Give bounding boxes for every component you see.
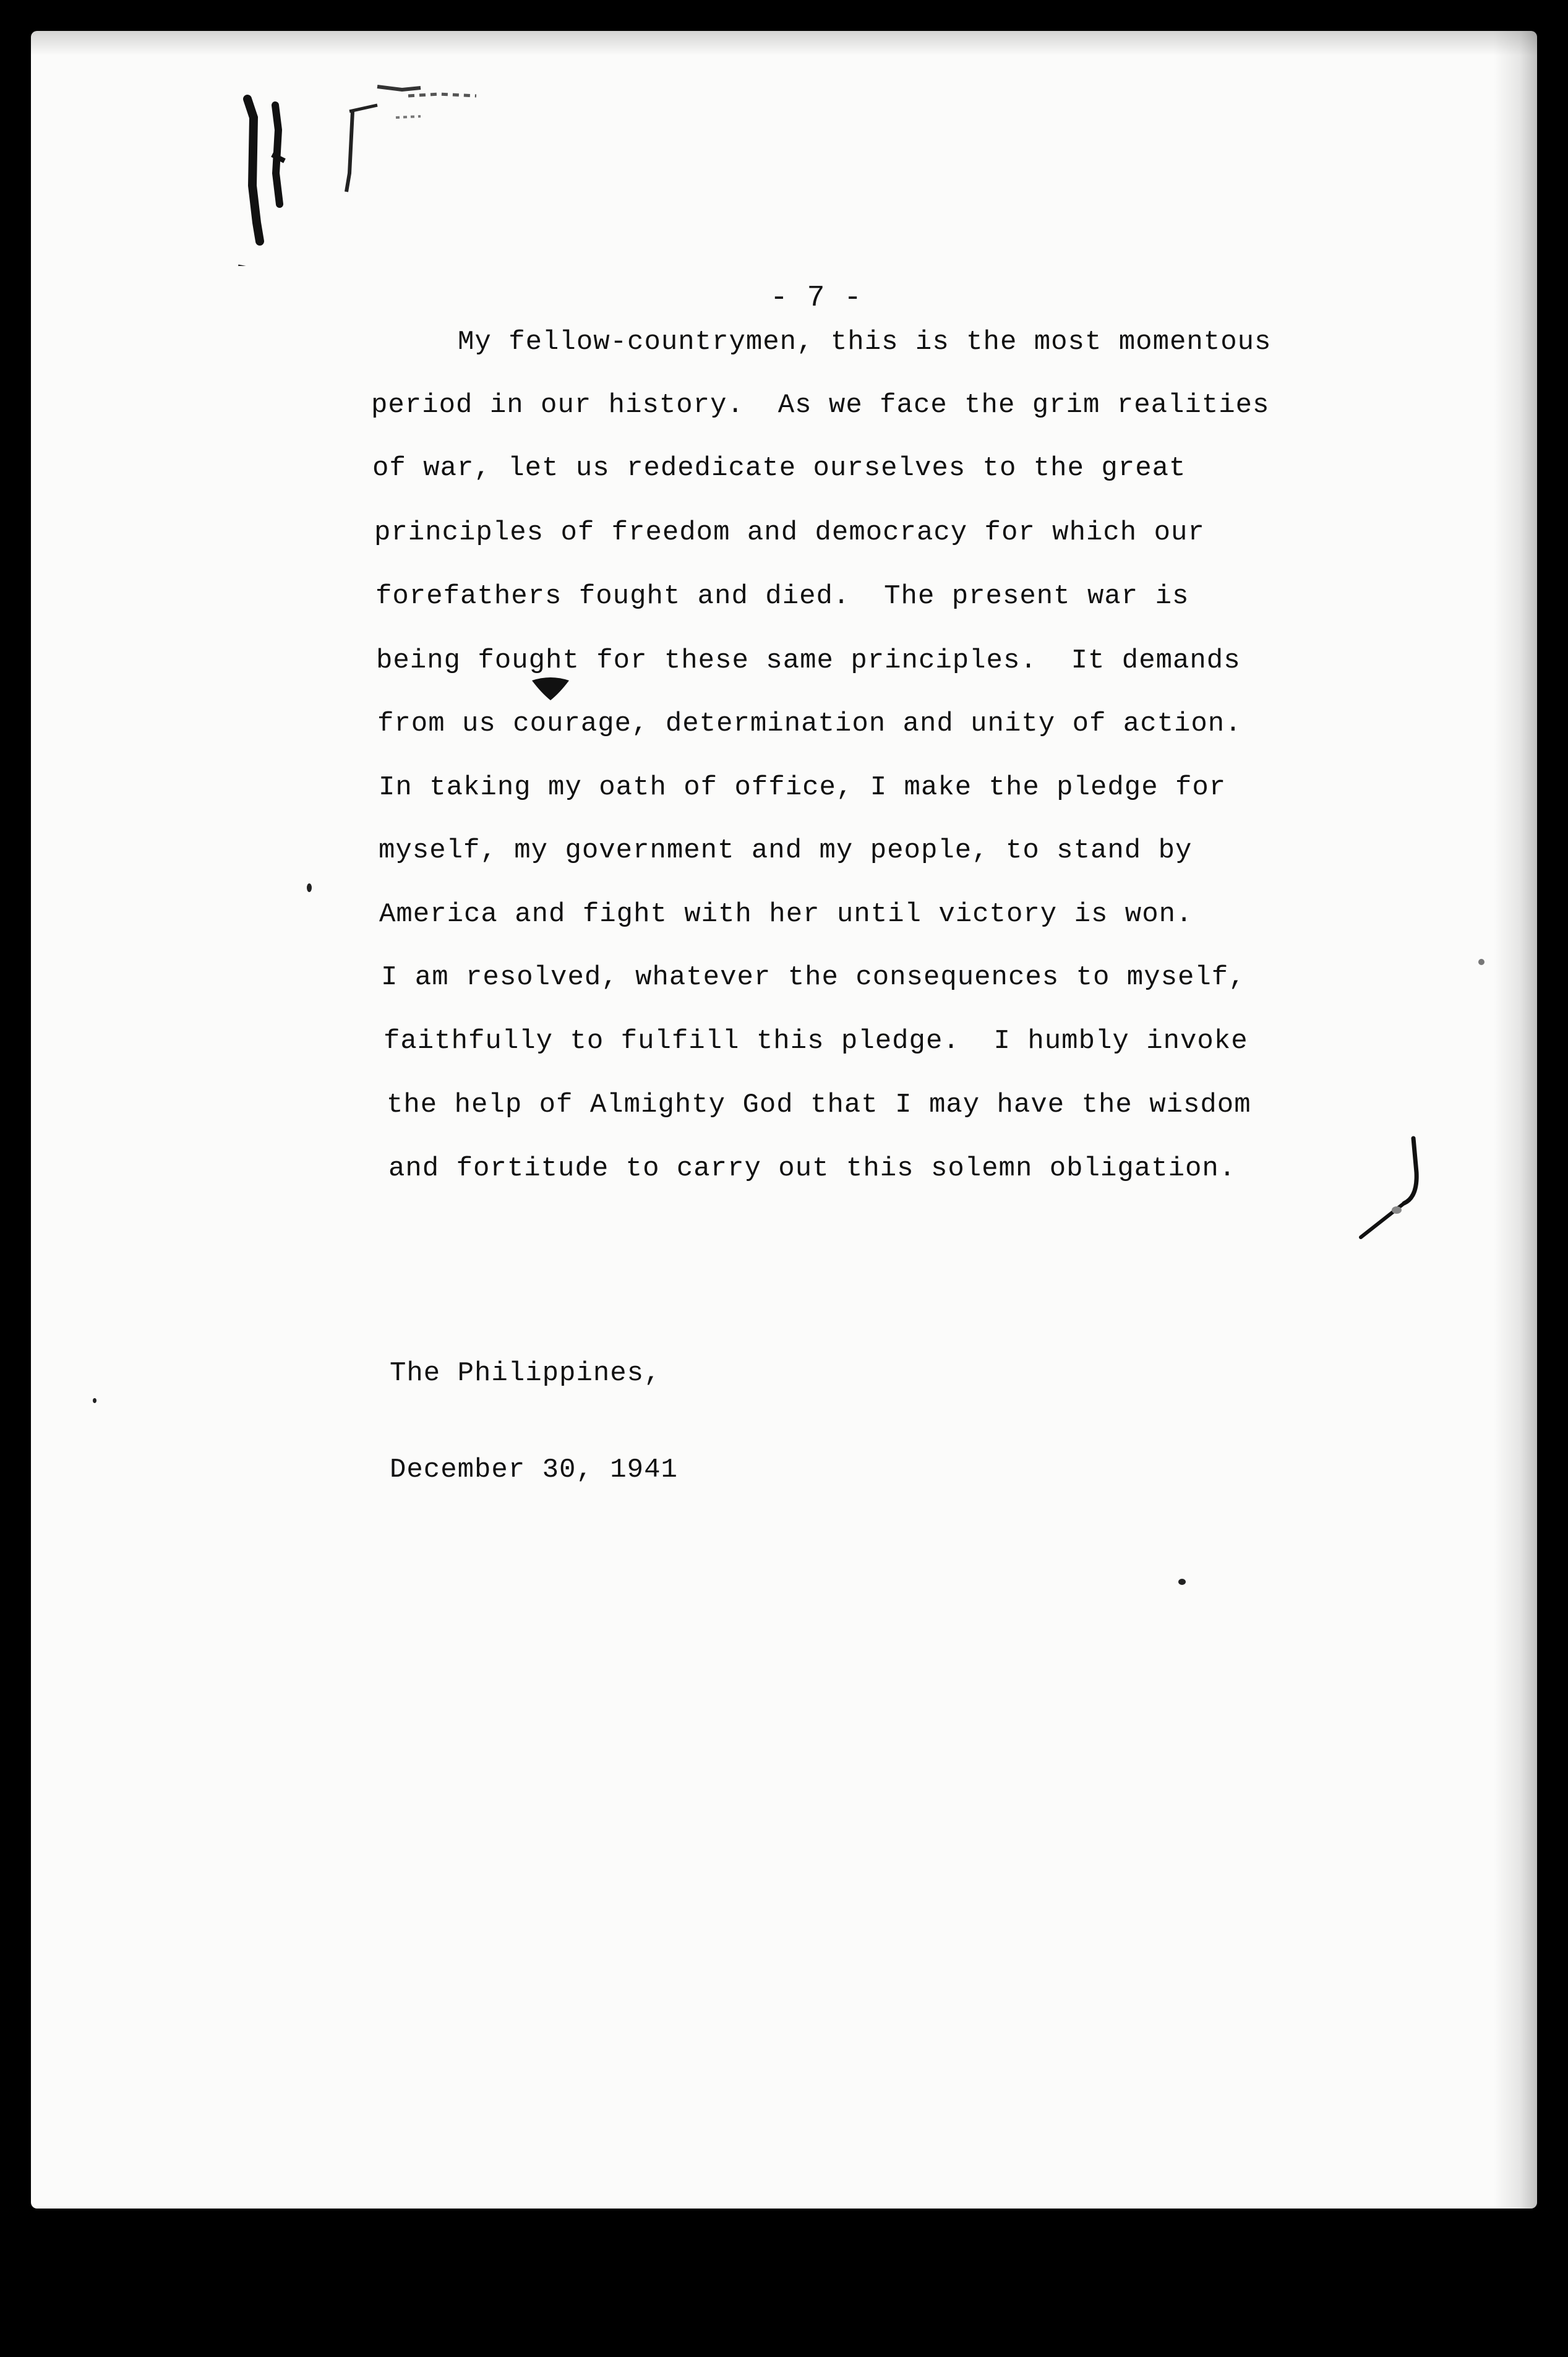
paragraph-line: myself, my government and my people, to stand by: [379, 835, 1193, 866]
paragraph-line: and fortitude to carry out this solemn obligation.: [388, 1153, 1236, 1184]
paragraph-line: forefathers fought and died. The present war is: [375, 581, 1189, 612]
scan-speck: [1178, 1579, 1186, 1585]
page-shadow-top: [31, 31, 1537, 56]
paragraph-line: period in our history. As we face the grim realities: [371, 390, 1270, 421]
dateline-place: The Philippines,: [390, 1358, 661, 1389]
scan-speck: [307, 883, 312, 892]
paragraph-line: of war, let us rededicate ourselves to the great: [372, 453, 1186, 484]
scan-speck: [1392, 1206, 1402, 1214]
ink-blot: [529, 674, 572, 702]
paragraph-line: America and fight with her until victory is won.: [379, 899, 1193, 930]
paragraph-line: faithfully to fulfill this pledge. I humbly invoke: [383, 1026, 1248, 1057]
dateline: [390, 1293, 678, 1550]
handwritten-corner-marks: [235, 62, 526, 266]
paragraph-line: principles of freedom and democracy for which our: [374, 517, 1205, 548]
scan-speck: [93, 1398, 96, 1403]
paragraph-line: the help of Almighty God that I may have the wisdom: [387, 1089, 1251, 1120]
page-shadow-right: [1494, 31, 1537, 2209]
paragraph-line: I am resolved, whatever the consequences to myself,: [381, 962, 1246, 993]
paragraph-line: My fellow-countrymen, this is the most momentous: [458, 327, 1272, 358]
check-mark-icon: [1355, 1135, 1435, 1240]
page-number: - 7 -: [770, 281, 863, 315]
paragraph-line: In taking my oath of office, I make the pledge for: [379, 772, 1227, 803]
paragraph-line: being fought for these same principles. It demands: [376, 645, 1241, 676]
dateline-date: December 30, 1941: [390, 1454, 678, 1485]
typed-page: [31, 31, 1537, 2209]
paragraph-line: from us courage, determination and unity of action.: [377, 708, 1242, 739]
scan-speck: [1478, 959, 1484, 965]
